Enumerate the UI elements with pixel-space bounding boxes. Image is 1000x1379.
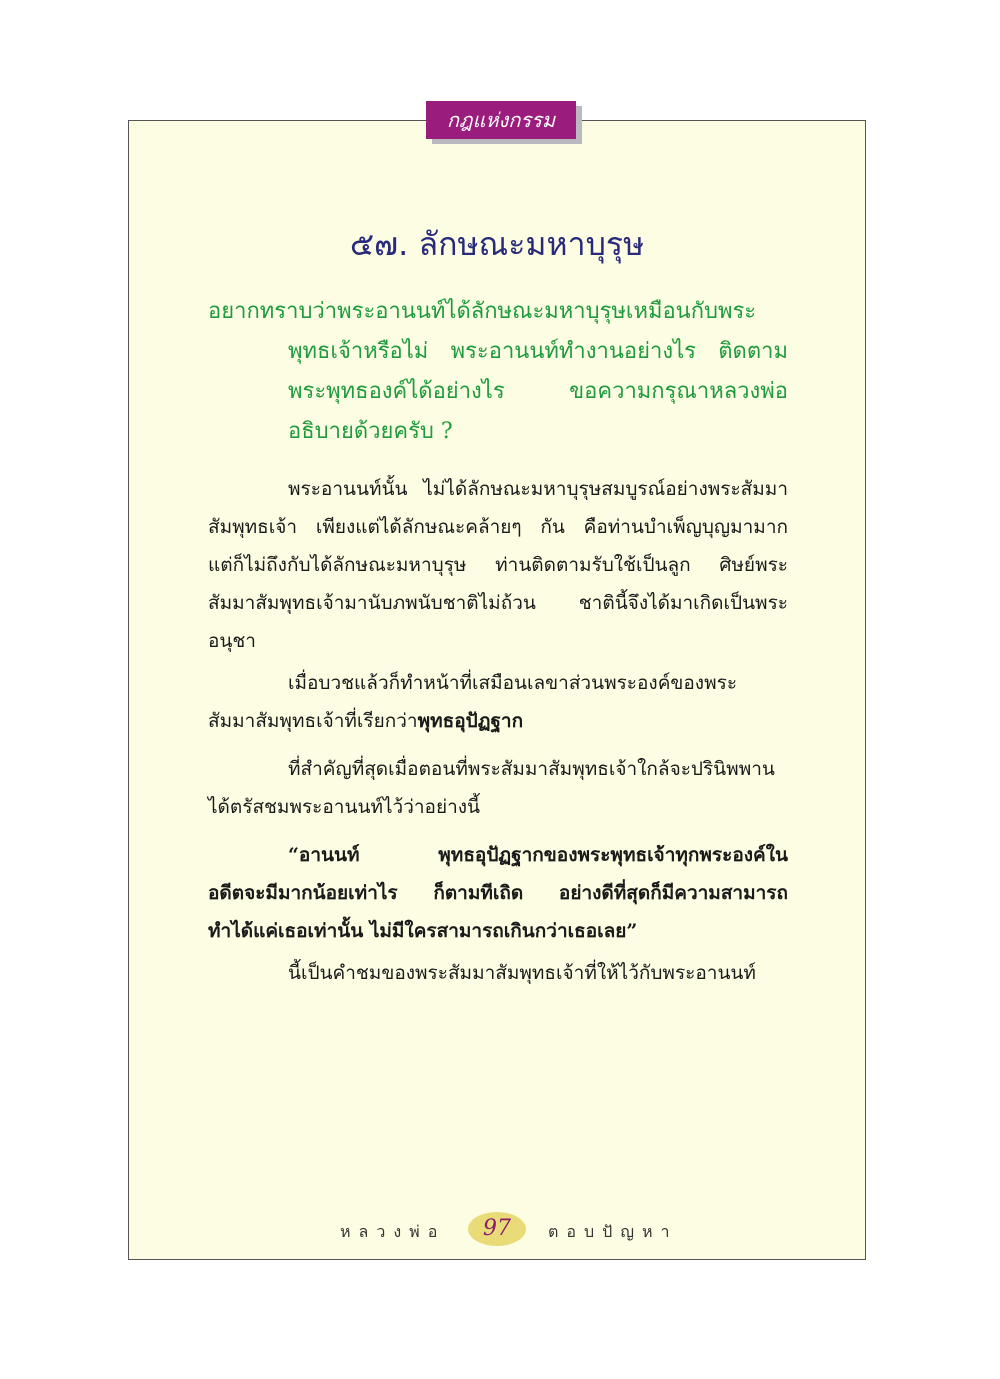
footer-left-text: หลวงพ่อ [340,1222,446,1241]
bold-term: พุทธอุปัฏฐาก [417,710,524,732]
answer-paragraph-5 [208,954,788,992]
paragraph-line: อนุชา [208,630,256,652]
header-tab: กฎแห่งกรรม [426,101,576,139]
question-line: อยากทราบว่าพระอานนท์ได้ลักษณะมหาบุรุษเหมือนกับพระ [208,299,757,324]
paragraph-line: ได้ตรัสชมพระอานนท์ไว้ว่าอย่างนี้ [208,796,481,818]
question-block [208,292,788,452]
question-line: พุทธเจ้าหรือไม่ พระอานนท์ทำงานอย่างไร ติดตาม [288,339,788,364]
answer-paragraph-1 [208,470,788,660]
paragraph-line: พระอานนท์นั้น ไม่ได้ลักษณะมหาบุรุษสมบูรณ์อย่างพระสัมมา [288,478,788,500]
quote-line: ทำได้แค่เธอเท่านั้น ไม่มีใครสามารถเกินกว่าเธอเลย” [208,920,638,942]
answer-paragraph-3 [208,750,788,826]
paragraph-line: ที่สำคัญที่สุดเมื่อตอนที่พระสัมมาสัมพุทธเจ้าใกล้จะปรินิพพาน [288,758,775,780]
footer-right-text: ตอบปัญหา [548,1222,678,1241]
question-line: อธิบายด้วยครับ ? [288,419,453,444]
paragraph-line: สัมพุทธเจ้า เพียงแต่ได้ลักษณะคล้ายๆ กัน คือท่านบำเพ็ญบุญมามาก [208,516,788,538]
paragraph-line: สัมมาสัมพุทธเจ้ามานับภพนับชาติไม่ถ้วน ชาตินี้จึงได้มาเกิดเป็นพระ [208,592,788,614]
question-line: พระพุทธองค์ได้อย่างไร ขอความกรุณาหลวงพ่อ [288,379,788,404]
paragraph-line: นี้เป็นคำชมของพระสัมมาสัมพุทธเจ้าที่ให้ไว้กับพระอานนท์ [288,962,756,984]
quote-line: “อานนท์ พุทธอุปัฏฐากของพระพุทธเจ้าทุกพระองค์ใน [288,844,788,866]
chapter-title: ๕๗. ลักษณะมหาบุรุษ [349,225,645,263]
quote-line: อดีตจะมีมากน้อยเท่าไร ก็ตามทีเถิด อย่างดีที่สุดก็มีความสามารถ [208,882,788,904]
page-number-badge: 97 [468,1212,526,1246]
paragraph-line [208,702,788,740]
answer-paragraph-2 [208,664,788,740]
paragraph-line: เมื่อบวชแล้วก็ทำหน้าที่เสมือนเลขาส่วนพระองค์ของพระ [288,672,738,694]
paragraph-text: สัมมาสัมพุทธเจ้าที่เรียกว่า [208,710,418,732]
quote-paragraph [208,836,788,950]
page-footer [128,1212,866,1252]
paragraph-line: แต่ก็ไม่ถึงกับได้ลักษณะมหาบุรุษ ท่านติดตามรับใช้เป็นลูก ศิษย์พระ [208,554,788,576]
